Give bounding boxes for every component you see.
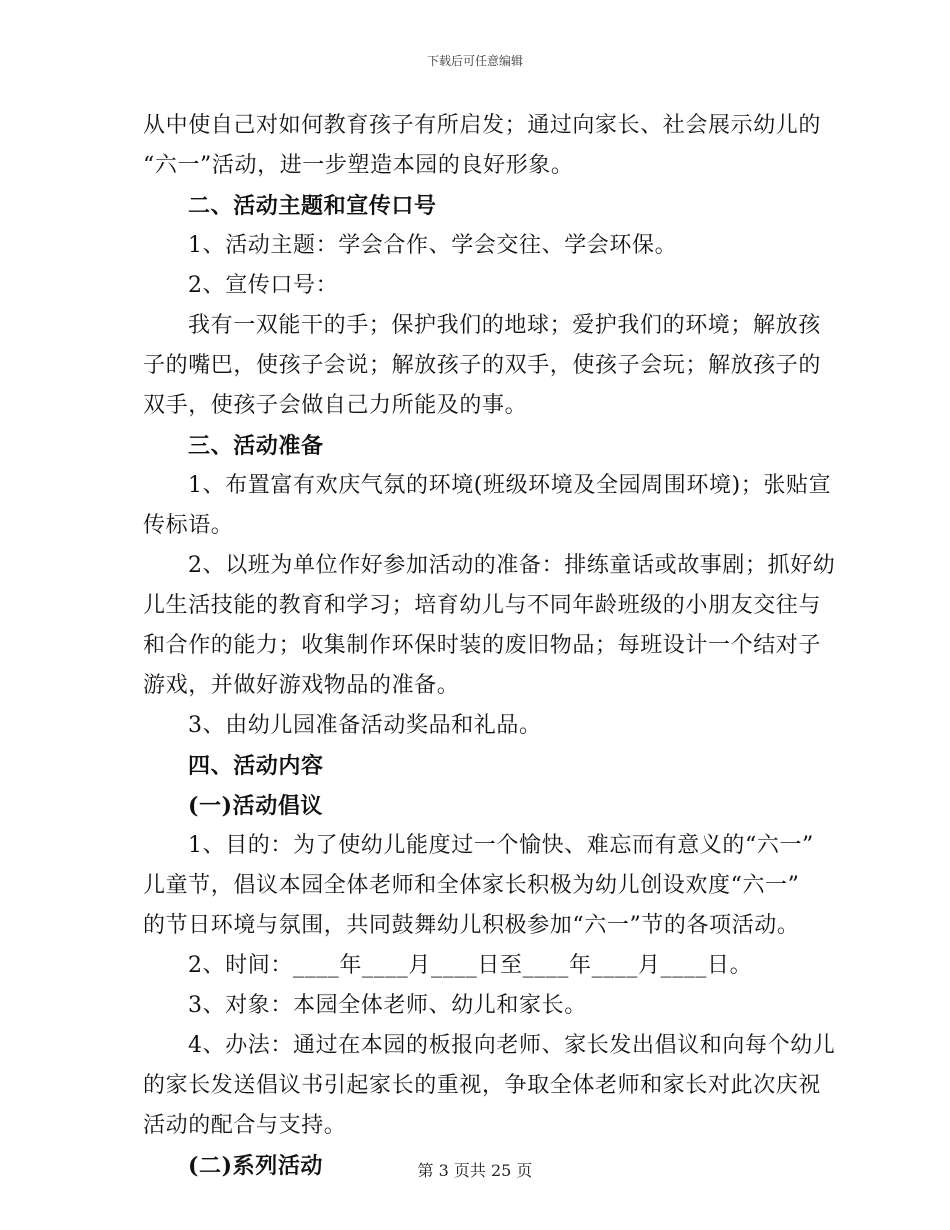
header-note: 下载后可任意编辑	[426, 54, 523, 68]
paragraph-line: 从中使自己对如何教育孩子有所启发；通过向家长、社会展示幼儿的	[143, 113, 822, 138]
paragraph-line: 和合作的能力；收集制作环保时装的废旧物品；每班设计一个结对子	[143, 633, 822, 658]
subsection-heading: (一)活动倡议	[188, 793, 324, 819]
paragraph-line: 双手，使孩子会做自己力所能及的事。	[143, 393, 528, 418]
paragraph-line: 游戏，并做好游戏物品的准备。	[143, 673, 460, 698]
paragraph-line: 活动的配合与支持。	[143, 1113, 347, 1138]
list-item: 2、宣传口号：	[188, 273, 339, 298]
list-item: 3、对象：本园全体老师、幼儿和家长。	[188, 993, 587, 1018]
list-item: 2、以班为单位作好参加活动的准备：排练童话或故事剧；抓好幼	[188, 553, 836, 578]
list-item: 2、时间：____年____月____日至____年____月____日。	[188, 953, 753, 978]
subsection-heading: (二)系列活动	[188, 1153, 324, 1179]
paragraph-line: 儿生活技能的教育和学习；培育幼儿与不同年龄班级的小朋友交往与	[143, 593, 822, 618]
list-item: 1、活动主题：学会合作、学会交往、学会环保。	[188, 233, 678, 258]
paragraph-line: 我有一双能干的手；保护我们的地球；爱护我们的环境；解放孩	[188, 313, 821, 338]
paragraph-line: 的节日环境与氛围，共同鼓舞幼儿积极参加“六一”节的各项活动。	[143, 913, 800, 938]
section-heading: 四、活动内容	[188, 753, 324, 779]
list-item: 4、办法：通过在本园的板报向老师、家长发出倡议和向每个幼儿	[188, 1033, 836, 1058]
list-item: 1、目的：为了使幼儿能度过一个愉快、难忘而有意义的“六一”	[188, 833, 814, 858]
paragraph-line: “六一”活动，进一步塑造本园的良好形象。	[143, 153, 574, 178]
page-number: 第 3 页共 25 页	[417, 1161, 533, 1180]
paragraph-line: 传标语。	[143, 513, 234, 538]
paragraph-line: 子的嘴巴，使孩子会说；解放孩子的双手，使孩子会玩；解放孩子的	[143, 353, 822, 378]
section-heading: 二、活动主题和宣传口号	[188, 193, 437, 219]
document-body	[143, 106, 836, 1186]
paragraph-line: 的家长发送倡议书引起家长的重视，争取全体老师和家长对此次庆祝	[143, 1073, 822, 1098]
paragraph-line: 儿童节，倡议本园全体老师和全体家长积极为幼儿创设欢度“六一”	[143, 873, 800, 898]
list-item: 1、布置富有欢庆气氛的环境(班级环境及全园周围环境)；张贴宣	[188, 473, 832, 498]
list-item: 3、由幼儿园准备活动奖品和礼品。	[188, 713, 542, 738]
section-heading: 三、活动准备	[188, 433, 324, 459]
